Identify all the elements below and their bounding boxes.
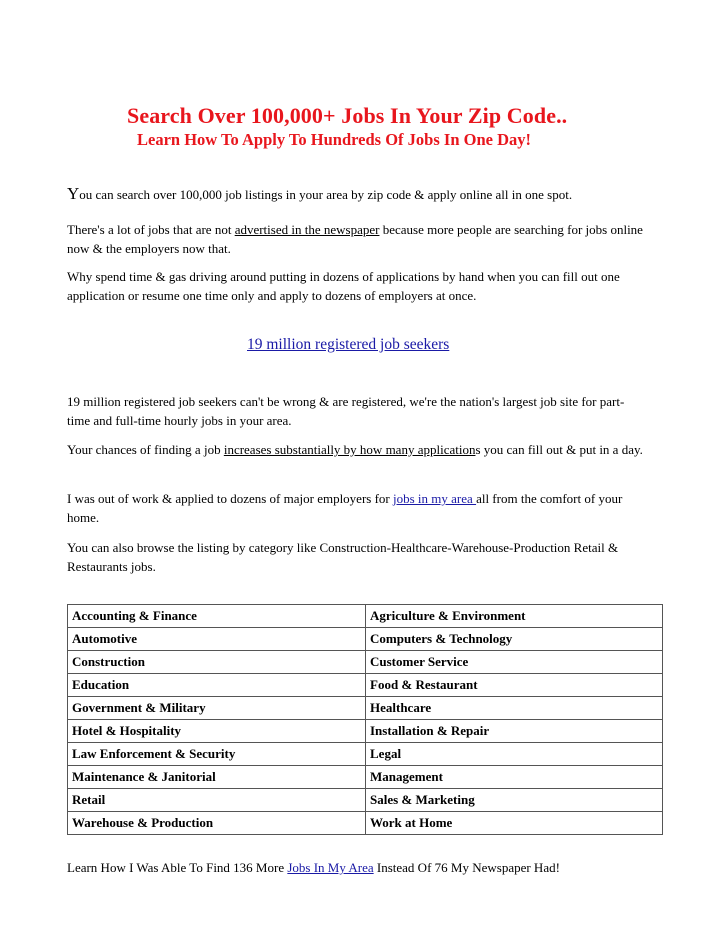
footer-paragraph — [67, 858, 647, 877]
jobs-in-my-area-link[interactable]: jobs in my area — [393, 491, 477, 506]
paragraph-newspaper — [67, 220, 647, 258]
intro-dropcap: Y — [67, 184, 80, 203]
registered-job-seekers-link[interactable]: 19 million registered job seekers — [247, 336, 450, 353]
advertised-newspaper-link[interactable]: advertised in the newspaper — [234, 222, 380, 237]
table-row — [68, 743, 663, 766]
footer-text-after: Instead Of 76 My Newspaper Had! — [373, 860, 560, 875]
category-cell[interactable]: Computers & Technology — [366, 628, 663, 651]
subheadline: Learn How To Apply To Hundreds Of Jobs In One Day! — [137, 130, 531, 149]
category-cell[interactable]: Warehouse & Production — [68, 812, 366, 835]
applications-link[interactable]: increases substantially by how many application — [223, 442, 476, 457]
intro-paragraph — [67, 184, 647, 204]
paragraph-chances — [67, 440, 647, 459]
table-row — [68, 766, 663, 789]
footer-text-before: Learn How I Was Able To Find 136 More — [67, 860, 288, 875]
category-cell[interactable]: Work at Home — [366, 812, 663, 835]
para5-text-after: s you can fill out & put in a day. — [475, 442, 643, 457]
category-cell[interactable]: Legal — [366, 743, 663, 766]
category-cell[interactable]: Healthcare — [366, 697, 663, 720]
table-row — [68, 651, 663, 674]
table-row — [68, 697, 663, 720]
paragraph-why-spend: Why spend time & gas driving around putting in dozens of applications by hand when you can fill out one application or resume one time only and apply to dozens of employers at once. — [67, 269, 620, 303]
category-cell[interactable]: Hotel & Hospitality — [68, 720, 366, 743]
table-row — [68, 812, 663, 835]
category-cell[interactable]: Retail — [68, 789, 366, 812]
paragraph-out-of-work — [67, 489, 647, 527]
para2-text-before: There's a lot of jobs that are not — [67, 222, 235, 237]
category-cell[interactable]: Education — [68, 674, 366, 697]
category-cell[interactable]: Accounting & Finance — [68, 605, 366, 628]
para5-text-before: Your chances of finding a job — [67, 442, 224, 457]
paragraph-19-million: 19 million registered job seekers can't be wrong & are registered, we're the nation's largest job site for part-time and full-time hourly jobs in your area. — [67, 394, 625, 428]
category-cell[interactable]: Food & Restaurant — [366, 674, 663, 697]
table-row — [68, 674, 663, 697]
category-cell[interactable]: Customer Service — [366, 651, 663, 674]
category-cell[interactable]: Law Enforcement & Security — [68, 743, 366, 766]
category-cell[interactable]: Maintenance & Janitorial — [68, 766, 366, 789]
footer-jobs-in-my-area-link[interactable]: Jobs In My Area — [287, 860, 374, 875]
para6-text-after: all from the comfort of your home. — [67, 491, 623, 525]
category-cell[interactable]: Automotive — [68, 628, 366, 651]
paragraph-browse-category: You can also browse the listing by category like Construction-Healthcare-Warehouse-Production Retail & Restaurants jobs. — [67, 540, 619, 574]
table-row — [68, 720, 663, 743]
category-cell[interactable]: Agriculture & Environment — [366, 605, 663, 628]
category-cell[interactable]: Sales & Marketing — [366, 789, 663, 812]
table-row — [68, 789, 663, 812]
table-row — [68, 605, 663, 628]
category-table — [67, 604, 663, 835]
intro-text: ou can search over 100,000 job listings in your area by zip code & apply online all in one spot. — [79, 187, 573, 202]
category-cell[interactable]: Management — [366, 766, 663, 789]
category-cell[interactable]: Construction — [68, 651, 366, 674]
para6-text-before: I was out of work & applied to dozens of major employers for — [67, 491, 394, 506]
category-cell[interactable]: Government & Military — [68, 697, 366, 720]
table-row — [68, 628, 663, 651]
headline: Search Over 100,000+ Jobs In Your Zip Code.. — [127, 103, 568, 128]
category-cell[interactable]: Installation & Repair — [366, 720, 663, 743]
para2-text-after: because more people are searching for jobs online now & the employers now that. — [67, 222, 643, 256]
